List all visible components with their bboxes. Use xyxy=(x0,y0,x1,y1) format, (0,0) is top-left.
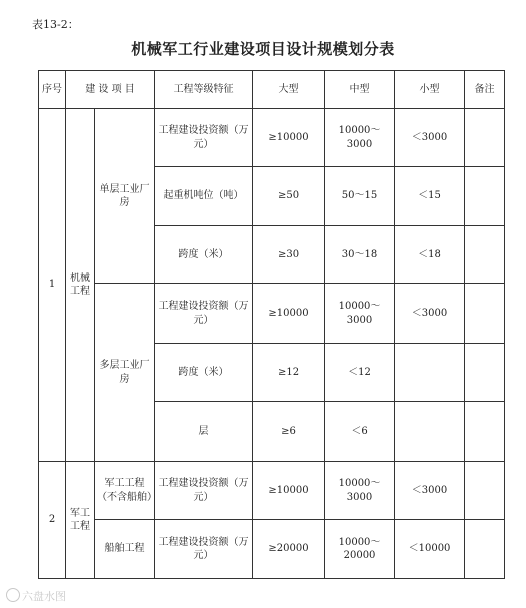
medium-cell: 10000～3000 xyxy=(325,284,395,344)
subgroup-name-cell: 多层工业厂房 xyxy=(95,284,155,462)
table-row xyxy=(39,109,505,167)
header-note: 备注 xyxy=(465,71,505,109)
note-cell xyxy=(465,520,505,579)
small-cell: ＜18 xyxy=(395,226,465,284)
small-cell: ＜3000 xyxy=(395,109,465,167)
header-large: 大型 xyxy=(253,71,325,109)
feature-cell: 工程建设投资额（万元） xyxy=(155,520,253,579)
large-cell: ≥50 xyxy=(253,167,325,226)
feature-cell: 跨度（米） xyxy=(155,226,253,284)
medium-cell: ＜6 xyxy=(325,402,395,462)
note-cell xyxy=(465,167,505,226)
feature-cell: 工程建设投资额（万元） xyxy=(155,109,253,167)
medium-cell: ＜12 xyxy=(325,344,395,402)
note-cell xyxy=(465,344,505,402)
note-cell xyxy=(465,284,505,344)
table-row xyxy=(39,520,505,579)
subgroup-name-cell: 单层工业厂房 xyxy=(95,109,155,284)
small-cell: ＜10000 xyxy=(395,520,465,579)
group-no-cell: 1 xyxy=(39,109,66,462)
table-row xyxy=(39,284,505,344)
medium-cell: 10000～3000 xyxy=(325,462,395,520)
medium-cell: 50～15 xyxy=(325,167,395,226)
table-label: 表13-2： xyxy=(32,18,79,31)
scale-classification-table xyxy=(38,70,505,579)
header-row xyxy=(39,71,505,109)
note-cell xyxy=(465,109,505,167)
small-cell: ＜3000 xyxy=(395,284,465,344)
header-no: 序号 xyxy=(39,71,66,109)
small-cell: ＜15 xyxy=(395,167,465,226)
weibo-logo-icon xyxy=(6,588,20,602)
large-cell: ≥20000 xyxy=(253,520,325,579)
small-cell xyxy=(395,344,465,402)
small-cell: ＜3000 xyxy=(395,462,465,520)
group-no-cell: 2 xyxy=(39,462,66,579)
medium-cell: 10000～3000 xyxy=(325,109,395,167)
large-cell: ≥10000 xyxy=(253,109,325,167)
watermark xyxy=(6,588,66,604)
subgroup-name-cell: 船舶工程 xyxy=(95,520,155,579)
feature-cell: 层 xyxy=(155,402,253,462)
group-category-cell: 机械工程 xyxy=(66,109,95,462)
note-cell xyxy=(465,402,505,462)
feature-cell: 起重机吨位（吨） xyxy=(155,167,253,226)
table-row xyxy=(39,462,505,520)
note-cell xyxy=(465,226,505,284)
feature-cell: 工程建设投资额（万元） xyxy=(155,462,253,520)
note-cell xyxy=(465,462,505,520)
feature-cell: 工程建设投资额（万元） xyxy=(155,284,253,344)
large-cell: ≥12 xyxy=(253,344,325,402)
large-cell: ≥30 xyxy=(253,226,325,284)
header-medium: 中型 xyxy=(325,71,395,109)
document-title: 机械军工行业建设项目设计规模划分表 xyxy=(131,40,395,58)
header-project: 建 设 项 目 xyxy=(66,71,155,109)
large-cell: ≥6 xyxy=(253,402,325,462)
header-feature: 工程等级特征 xyxy=(155,71,253,109)
group-category-cell: 军工工程 xyxy=(66,462,95,579)
large-cell: ≥10000 xyxy=(253,284,325,344)
small-cell xyxy=(395,402,465,462)
medium-cell: 10000～20000 xyxy=(325,520,395,579)
watermark-text: 六盘水图 xyxy=(22,590,66,603)
feature-cell: 跨度（米） xyxy=(155,344,253,402)
subgroup-name-cell: 军工工程（不含船舶） xyxy=(95,462,155,520)
medium-cell: 30～18 xyxy=(325,226,395,284)
large-cell: ≥10000 xyxy=(253,462,325,520)
header-small: 小型 xyxy=(395,71,465,109)
